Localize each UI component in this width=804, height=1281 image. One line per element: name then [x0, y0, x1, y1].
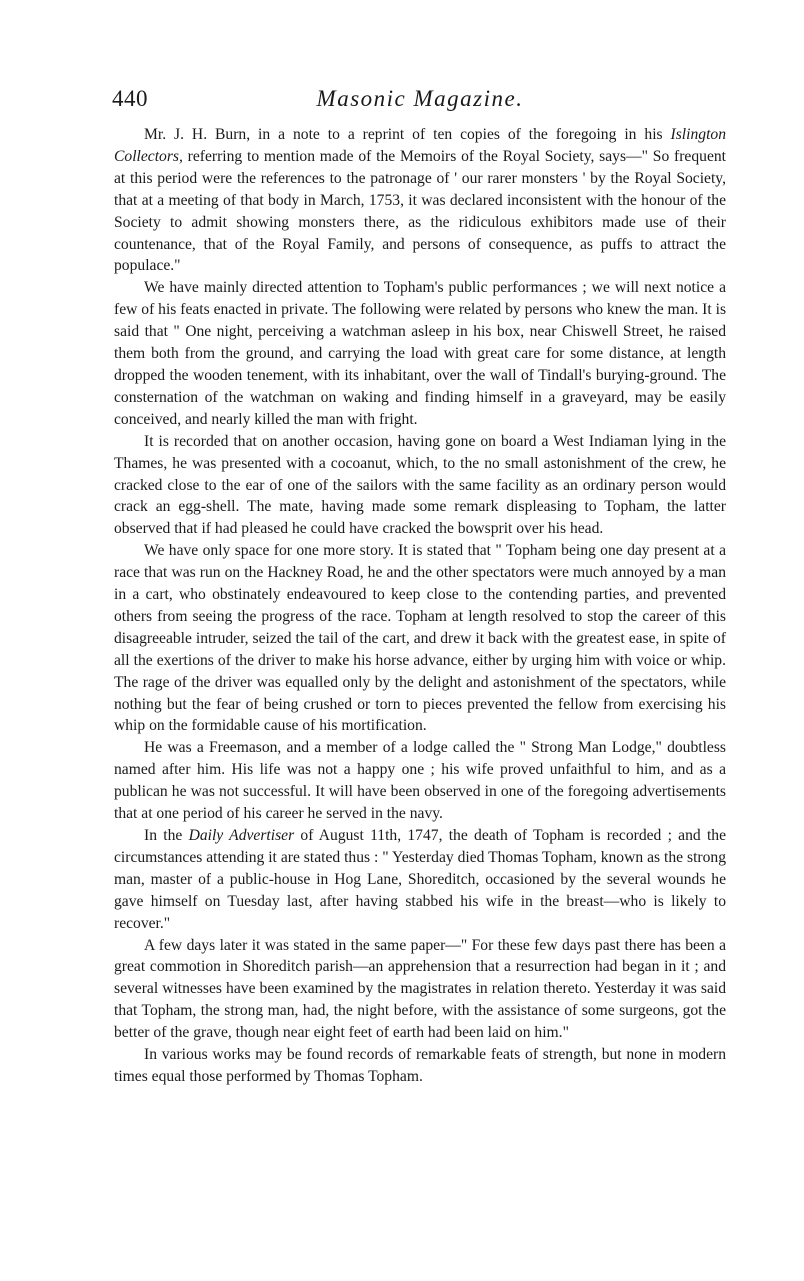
article-paragraph — [114, 737, 726, 825]
paragraph-text: In various works may be found records of remarkable feats of strength, but none in modern times equal those performed by Thomas Topham. — [114, 1046, 726, 1085]
article-paragraph — [114, 431, 726, 541]
page-number: 440 — [112, 86, 148, 111]
article-paragraph — [114, 1044, 726, 1088]
paragraph-text: A few days later it was stated in the same paper—" For these few days past there has been a great commotion in Shoreditch parish—an apprehension that a resurrection had began in it ; and several witnesses have been examined by the magistrates in relation thereto. Yesterday it was said that Topham, the strong man, had, the night before, with the assistance of some surgeons, got the better of the grave, though near eight feet of earth had been laid on him." — [114, 936, 726, 1042]
article-paragraph — [114, 935, 726, 1045]
magazine-page — [114, 84, 726, 1088]
paragraph-text: We have only space for one more story. It is stated that " Topham being one day present at a race that was run on the Hackney Road, he and the other spectators were much annoyed by a man in a cart, who obstinately endeavoured to keep close to the contending parties, and prevented others from seeing the progress of the race. Topham at length resolved to stop the career of this disagreeable intruder, seized the tail of the cart, and drew it back with the greatest ease, in spite of all the exertions of the driver to make his horse advance, either by urging him with voice or whip. The rage of the driver was equalled only by the delight and astonishment of the spectators, while nothing but the fear of being crushed or torn to pieces prevented the fellow from exercising his whip on the formidable cause of his mortification. — [114, 542, 726, 735]
paragraph-text: We have mainly directed attention to Topham's public performances ; we will next notice a few of his feats enacted in private. The following were related by persons who knew the man. It is said that " One night, perceiving a watchman asleep in his box, near Chiswell Street, he raised them both from the ground, and carrying the load with great care for some distance, at length dropped the wooden tenement, with its inhabitant, over the wall of Tindall's burying-ground. The consternation of the watchman on waking and finding himself in a graveyard, may be easily conceived, and nearly killed the man with fright. — [114, 279, 727, 428]
article-paragraph — [114, 124, 726, 277]
paragraph-text: In the — [144, 827, 189, 844]
paragraph-text: He was a Freemason, and a member of a lodge called the " Strong Man Lodge," doubtless named after him. His life was not a happy one ; his wife proved unfaithful to him, and as a publican he was not successful. It will have been observed in one of the foregoing advertisements that at one period of his career he served in the navy. — [114, 739, 726, 823]
article-body — [114, 124, 726, 1088]
running-head — [114, 84, 726, 124]
article-paragraph — [114, 825, 726, 935]
paragraph-text: of August 11th, 1747, the death of Topham is recorded ; and the circumstances attending it are stated thus : " Yesterday died Thomas Topham, known as the strong man, master of a public-house in Hog Lane, Shoreditch, occasioned by the several wounds he gave himself on Tuesday last, after having stabbed his wife in the breast—who is likely to recover." — [114, 827, 727, 932]
paragraph-text: Mr. J. H. Burn, in a note to a reprint of ten copies of the foregoing in his — [144, 126, 671, 143]
article-paragraph — [114, 277, 726, 430]
italic-title-text: Islington Collectors, — [114, 126, 726, 165]
italic-title-text: Daily Advertiser — [188, 827, 295, 844]
paragraph-text: It is recorded that on another occasion, having gone on board a West Indiaman lying in the Thames, he was presented with a cocoanut, which, to the no small astonishment of the crew, he cracked close to the ear of one of the sailors with the same facility as an ordinary person would crack an egg-shell. The mate, having made some remark displeasing to Topham, the latter observed that if had pleased he could have cracked the bowsprit over his head. — [114, 432, 726, 538]
article-paragraph — [114, 540, 726, 737]
running-title: Masonic Magazine. — [316, 86, 524, 111]
paragraph-text: referring to mention made of the Memoirs of the Royal Society, says—" So frequent at this period were the references to the patronage of ' our rarer monsters ' by the Royal Society, that at a meeting of that body in March, 1753, it was declared inconsistent with the honour of the Society to admit showing monsters there, as the ridiculous exhibitors made use of their countenance, that of the Royal Family, and persons of consequence, as puffs to attract the populace." — [114, 147, 726, 275]
